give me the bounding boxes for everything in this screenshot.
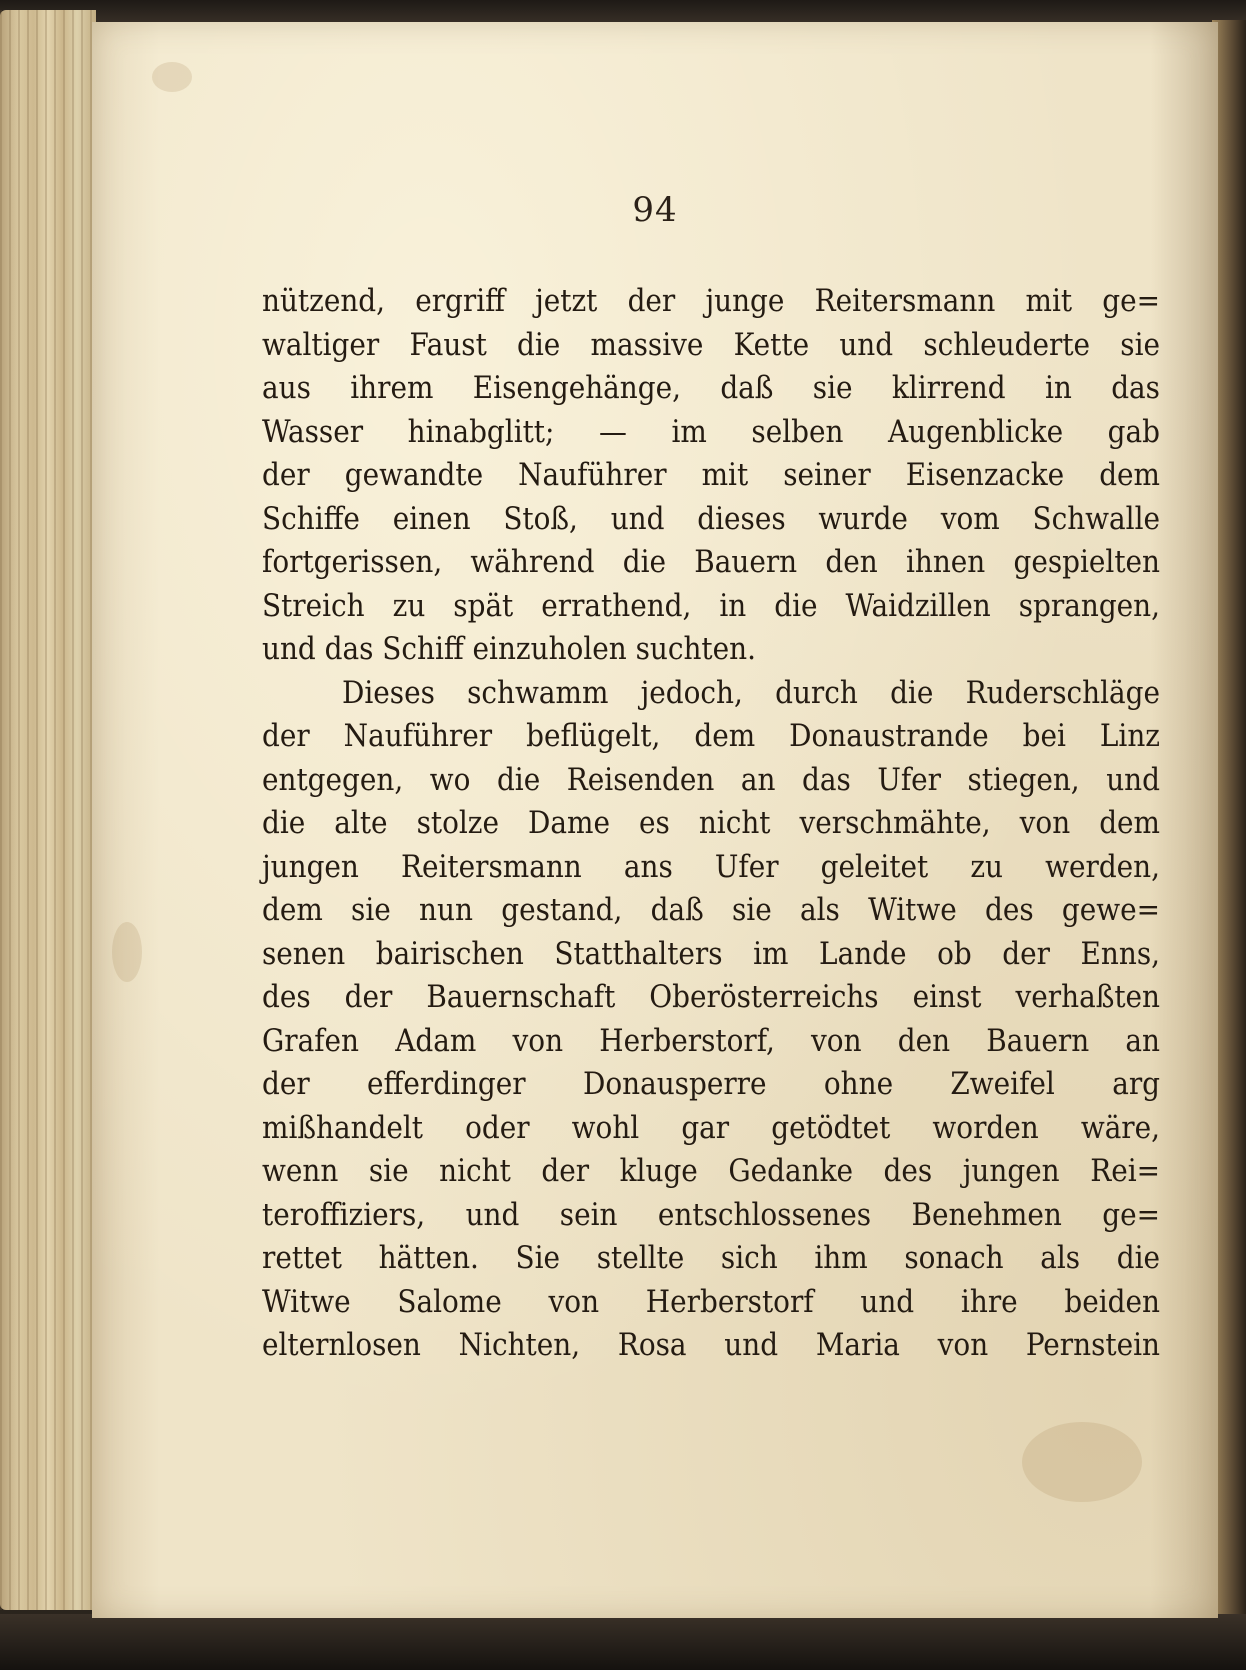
text-line: rettet hätten. Sie stellte sich ihm sonach als die (262, 1240, 1160, 1276)
text-line: teroffiziers, und sein entschlossenes Benehmen ge= (262, 1196, 1160, 1233)
text-line: elternlosen Nichten, Rosa und Maria von Pernstein (262, 1327, 1160, 1363)
scan-bottom-border (0, 1614, 1246, 1670)
text-line: die alte stolze Dame es nicht verschmähte, von dem (262, 805, 1160, 841)
text-line: nützend, ergriff jetzt der junge Reitersmann mit ge= (262, 283, 1160, 319)
text-line: der efferdinger Donausperre ohne Zweifel arg (262, 1066, 1160, 1102)
book-page (92, 22, 1218, 1618)
text-line: fortgerissen, während die Bauern den ihnen gespielten (262, 544, 1160, 580)
text-line: und das Schiff einzuholen suchten. (262, 631, 756, 667)
text-line: entgegen, wo die Reisenden an das Ufer stiegen, und (262, 761, 1160, 798)
text-line: Schiffe einen Stoß, und dieses wurde vom Schwalle (262, 500, 1160, 537)
page-number: 94 (632, 190, 678, 230)
text-line: Witwe Salome von Herberstorf und ihre beiden (262, 1283, 1160, 1320)
text-line: senen bairischen Statthalters im Lande ob der Enns, (262, 935, 1160, 972)
text-line: Wasser hinabglitt; — im selben Augenblicke gab (262, 413, 1160, 450)
text-line: Grafen Adam von Herberstorf, von den Bauern an (262, 1022, 1160, 1059)
text-line: aus ihrem Eisengehänge, daß sie klirrend in das (262, 370, 1160, 406)
text-line: Streich zu spät errathend, in die Waidzillen sprangen, (262, 587, 1160, 624)
text-line: mißhandelt oder wohl gar getödtet worden wäre, (262, 1109, 1160, 1146)
text-line: des der Bauernschaft Oberösterreichs einst verhaßten (262, 979, 1160, 1015)
text-line: dem sie nun gestand, daß sie als Witwe des gewe= (262, 892, 1160, 928)
text-line: Dieses schwamm jedoch, durch die Ruderschläge (342, 674, 1160, 711)
text-line: jungen Reitersmann ans Ufer geleitet zu werden, (262, 848, 1160, 885)
text-line: wenn sie nicht der kluge Gedanke des jungen Rei= (262, 1153, 1160, 1189)
text-line: der gewandte Nauführer mit seiner Eisenzacke dem (262, 457, 1160, 493)
text-line: der Nauführer beflügelt, dem Donaustrande bei Linz (262, 718, 1160, 754)
page-stack-edge (0, 10, 96, 1610)
body-text (262, 280, 1160, 1368)
text-line: waltiger Faust die massive Kette und schleuderte sie (262, 326, 1160, 363)
